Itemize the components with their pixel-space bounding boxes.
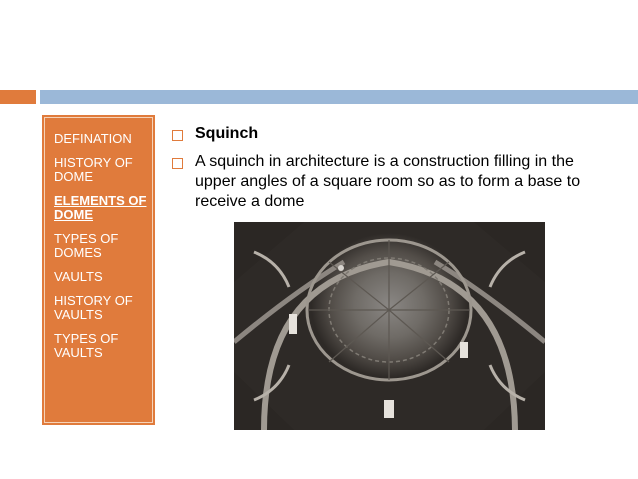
header-accent-bar <box>0 90 36 104</box>
bullet-heading <box>172 124 612 144</box>
dome-illustration <box>234 222 545 430</box>
square-bullet-icon <box>172 130 183 141</box>
slide-body-text: A squinch in architecture is a construction filling in the upper angles of a square room so as to form a base to receive a dome <box>195 153 581 210</box>
sidebar-frame <box>44 117 153 423</box>
slide-heading: Squinch <box>195 125 259 142</box>
sidebar-item-elements-of-dome[interactable]: ELEMENTS OF DOME <box>54 193 147 222</box>
sidebar-item-types-of-domes[interactable]: TYPES OF DOMES <box>54 231 119 260</box>
sidebar-nav <box>42 115 155 425</box>
sidebar-item-types-of-vaults[interactable]: TYPES OF VAULTS <box>54 331 119 360</box>
squinch-dome-photo <box>234 222 545 430</box>
square-bullet-icon <box>172 158 183 169</box>
sidebar-item-defination[interactable]: DEFINATION <box>54 131 132 146</box>
sidebar-item-history-of-vaults[interactable]: HISTORY OF VAULTS <box>54 293 133 322</box>
sidebar-item-history-of-dome[interactable]: HISTORY OF DOME <box>54 155 133 184</box>
slide-content <box>172 124 612 220</box>
bullet-body <box>172 152 612 212</box>
header-rule-bar <box>40 90 638 104</box>
sidebar-item-vaults[interactable]: VAULTS <box>54 269 103 284</box>
